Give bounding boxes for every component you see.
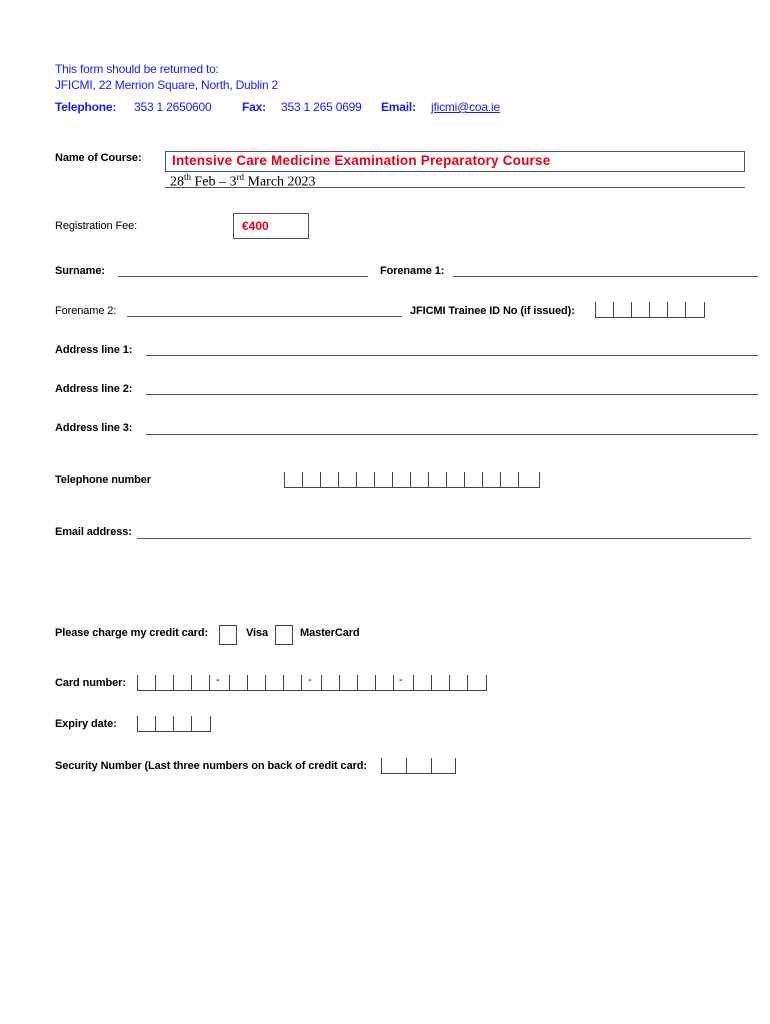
fax-value: 353 1 265 0699 bbox=[281, 100, 362, 114]
forename1-label: Forename 1: bbox=[380, 265, 445, 277]
trainee-id-label: JFICMI Trainee ID No (if issued): bbox=[410, 305, 575, 317]
telephone-value: 353 1 2650600 bbox=[134, 100, 212, 114]
address2-label: Address line 2: bbox=[55, 383, 133, 395]
course-title: Intensive Care Medicine Examination Preparatory Course bbox=[172, 153, 551, 168]
address1-field[interactable] bbox=[146, 355, 758, 356]
surname-field[interactable] bbox=[118, 276, 368, 277]
forename1-field[interactable] bbox=[453, 276, 758, 277]
card-number-boxes[interactable] bbox=[137, 675, 487, 691]
address1-label: Address line 1: bbox=[55, 344, 133, 356]
address3-label: Address line 3: bbox=[55, 422, 133, 434]
forename2-field[interactable] bbox=[127, 316, 402, 317]
visa-label: Visa bbox=[246, 627, 269, 639]
telephone-number-boxes[interactable] bbox=[284, 472, 540, 488]
security-number-label: Security Number (Last three numbers on back of credit card: bbox=[55, 760, 367, 772]
course-label: Name of Course: bbox=[55, 152, 142, 164]
fax-label: Fax: bbox=[242, 100, 266, 114]
expiry-boxes[interactable] bbox=[137, 716, 211, 732]
return-instruction: This form should be returned to: bbox=[55, 62, 219, 76]
mastercard-checkbox[interactable] bbox=[275, 625, 293, 645]
card-number-label: Card number: bbox=[55, 677, 126, 689]
email-link[interactable]: jficmi@coa.ie bbox=[431, 100, 500, 114]
fee-value: €400 bbox=[242, 219, 269, 233]
security-number-boxes[interactable] bbox=[381, 758, 456, 774]
email-address-label: Email address: bbox=[55, 526, 132, 538]
email-address-field[interactable] bbox=[137, 538, 751, 539]
fee-label: Registration Fee: bbox=[55, 220, 138, 232]
card-dash-1: - bbox=[216, 674, 220, 686]
visa-checkbox[interactable] bbox=[219, 625, 237, 645]
telephone-number-label: Telephone number bbox=[55, 474, 151, 486]
email-label: Email: bbox=[381, 100, 416, 114]
course-dates: 28th Feb – 3rd March 2023 bbox=[170, 172, 316, 190]
trainee-id-boxes[interactable] bbox=[595, 302, 705, 318]
course-underline bbox=[165, 187, 745, 188]
address2-field[interactable] bbox=[146, 394, 758, 395]
card-dash-3: - bbox=[399, 674, 403, 686]
mastercard-label: MasterCard bbox=[300, 627, 360, 639]
return-address: JFICMI, 22 Merrion Square, North, Dublin 2 bbox=[55, 78, 279, 92]
card-dash-2: - bbox=[308, 674, 312, 686]
charge-card-label: Please charge my credit card: bbox=[55, 627, 209, 639]
telephone-label: Telephone: bbox=[55, 100, 117, 114]
expiry-label: Expiry date: bbox=[55, 718, 117, 730]
surname-label: Surname: bbox=[55, 265, 105, 277]
address3-field[interactable] bbox=[146, 434, 758, 435]
forename2-label: Forename 2: bbox=[55, 305, 117, 317]
